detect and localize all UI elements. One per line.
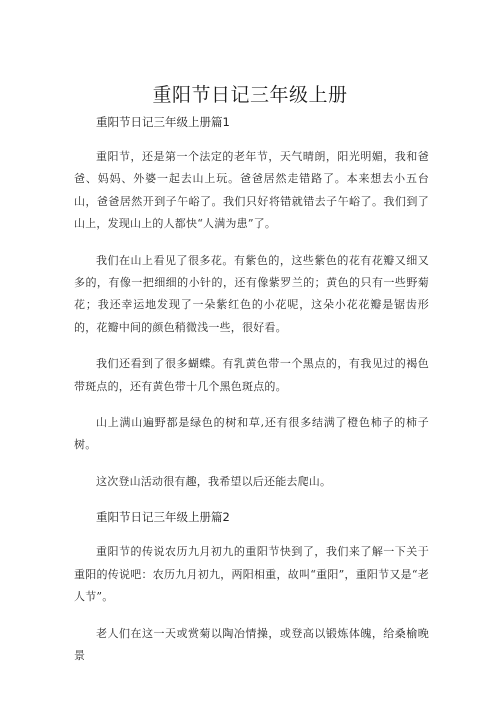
- document-title: 重阳节日记三年级上册: [152, 84, 348, 106]
- paragraph: 这次登山活动很有趣，我希望以后还能去爬山。: [96, 474, 332, 488]
- section-heading-1: 重阳节日记三年级上册篇1: [96, 115, 230, 129]
- paragraph: 重阳节，还是第一个法定的老年节，天气晴朗，阳光明媚，我和爸爸、妈妈、外婆一起去山上玩。爸爸居然走错路了。本来想去小五台山，爸爸居然开到子午峪了。我们只好将错就错去子午峪了。我们到了山上，发现山上的人都快“人满为患”了。: [74, 150, 429, 231]
- paragraph: 重阳节的传说农历九月初九的重阳节快到了，我们来了解一下关于重阳的传说吧：农历九月初九，两阳相重，故叫“重阳”，重阳节又是“老人节”。: [74, 545, 429, 604]
- paragraph: 老人们在这一天或赏菊以陶冶情操，或登高以锻炼体魄，给桑榆晚景: [74, 626, 429, 662]
- paragraph: 我们还看到了很多蝴蝶。有乳黄色带一个黑点的，有我见过的褐色带斑点的，还有黄色带十几个黑色斑点的。: [74, 357, 429, 393]
- paragraph: 山上满山遍野都是绿色的树和草,还有很多结满了橙色柿子的柿子树。: [74, 416, 429, 452]
- section-heading-2: 重阳节日记三年级上册篇2: [96, 510, 230, 525]
- document-body: [74, 112, 429, 681]
- paragraph: 我们在山上看见了很多花。有紫色的，这些紫色的花有花瓣又细又多的，有像一把细细的小针的，还有像紫罗兰的；黄色的只有一些野菊花；我还幸运地发现了一朵紫红色的小花呢，这朵小花花瓣是锯齿形的，花瓣中间的颜色稍微浅一些，很好看。: [74, 253, 429, 334]
